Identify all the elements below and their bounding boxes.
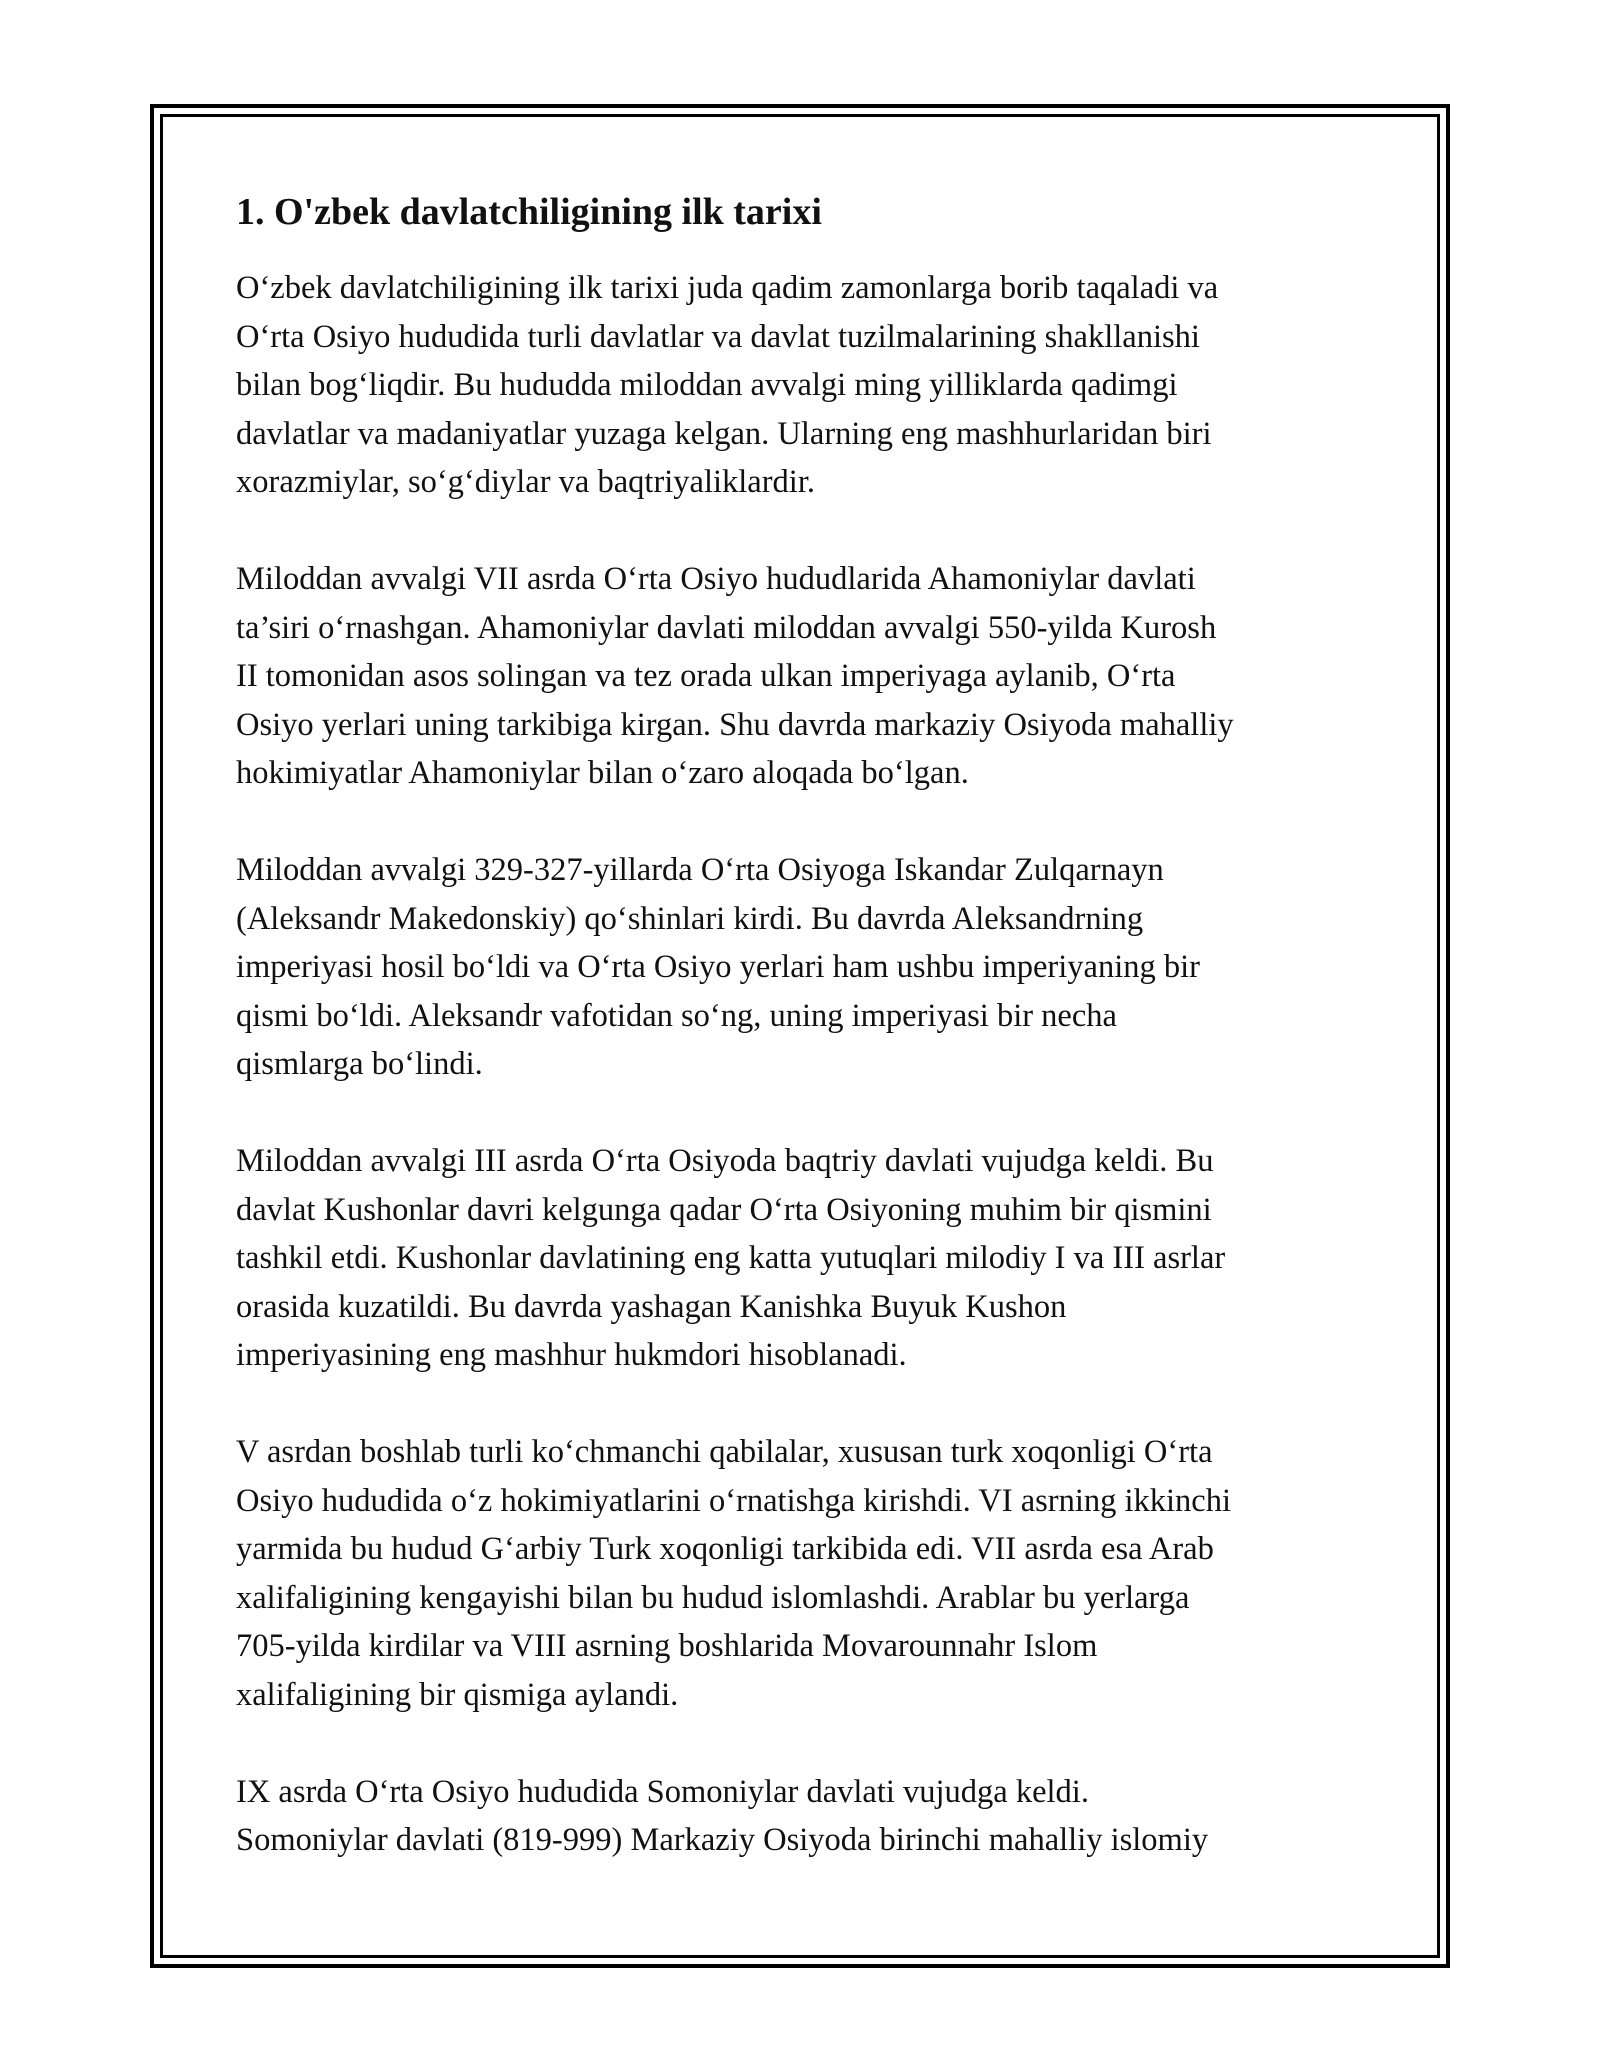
document-body — [236, 188, 1386, 1913]
paragraph-2: Miloddan avvalgi VII asrda O‘rta Osiyo hududlarida Ahamoniylar davlati ta’siri o‘rnashgan. Ahamoniylar davlati miloddan avvalgi 550-yilda Kurosh II tomonidan asos solingan va tez orada ulkan imperiyaga aylanib, O‘rta Osiyo yerlari uning tarkibiga kirgan. Shu davrda markaziy Osiyoda mahalliy hokimiyatlar Ahamoniylar bilan o‘zaro aloqada bo‘lgan. — [236, 561, 1234, 791]
paragraph-4: Miloddan avvalgi III asrda O‘rta Osiyoda baqtriy davlati vujudga keldi. Bu davlat Kushonlar davri kelgunga qadar O‘rta Osiyoning muhim bir qismini tashkil etdi. Kushonlar davlatining eng katta yutuqlari milodiy I va III asrlar orasida kuzatildi. Bu davrda yashagan Kanishka Buyuk Kushon imperiyasining eng mashhur hukmdori hisoblanadi. — [236, 1143, 1226, 1373]
paragraph-6: IX asrda O‘rta Osiyo hududida Somoniylar davlati vujudga keldi. Somoniylar davlati (819-999) Markaziy Osiyoda birinchi mahalliy islomiy — [236, 1773, 1209, 1858]
paragraph-3: Miloddan avvalgi 329-327-yillarda O‘rta Osiyoga Iskandar Zulqarnayn (Aleksandr Makedonskiy) qo‘shinlari kirdi. Bu davrda Aleksandrning imperiyasi hosil bo‘ldi va O‘rta Osiyo yerlari ham ushbu imperiyaning bir qismi bo‘ldi. Aleksandr vafotidan so‘ng, uning imperiyasi bir necha qismlarga bo‘lindi. — [236, 852, 1200, 1082]
section-heading: 1. O'zbek davlatchiligining ilk tarixi — [236, 191, 822, 233]
paragraph-1: O‘zbek davlatchiligining ilk tarixi juda qadim zamonlarga borib taqaladi va O‘rta Osiyo hududida turli davlatlar va davlat tuzilmalarining shakllanishi bilan bog‘liqdir. Bu hududda miloddan avvalgi ming yilliklarda qadimgi davlatlar va madaniyatlar yuzaga kelgan. Ularning eng mashhurlaridan biri xorazmiylar, so‘g‘diylar va baqtriyaliklardir. — [236, 270, 1219, 500]
paragraph-5: V asrdan boshlab turli ko‘chmanchi qabilalar, xususan turk xoqonligi O‘rta Osiyo hududida o‘z hokimiyatlarini o‘rnatishga kirishdi. VI asrning ikkinchi yarmida bu hudud G‘arbiy Turk xoqonligi tarkibida edi. VII asrda esa Arab xalifaligining kengayishi bilan bu hudud islomlashdi. Arablar bu yerlarga 705-yilda kirdilar va VIII asrning boshlarida Movarounnahr Islom xalifaligining bir qismiga aylandi. — [236, 1434, 1232, 1713]
